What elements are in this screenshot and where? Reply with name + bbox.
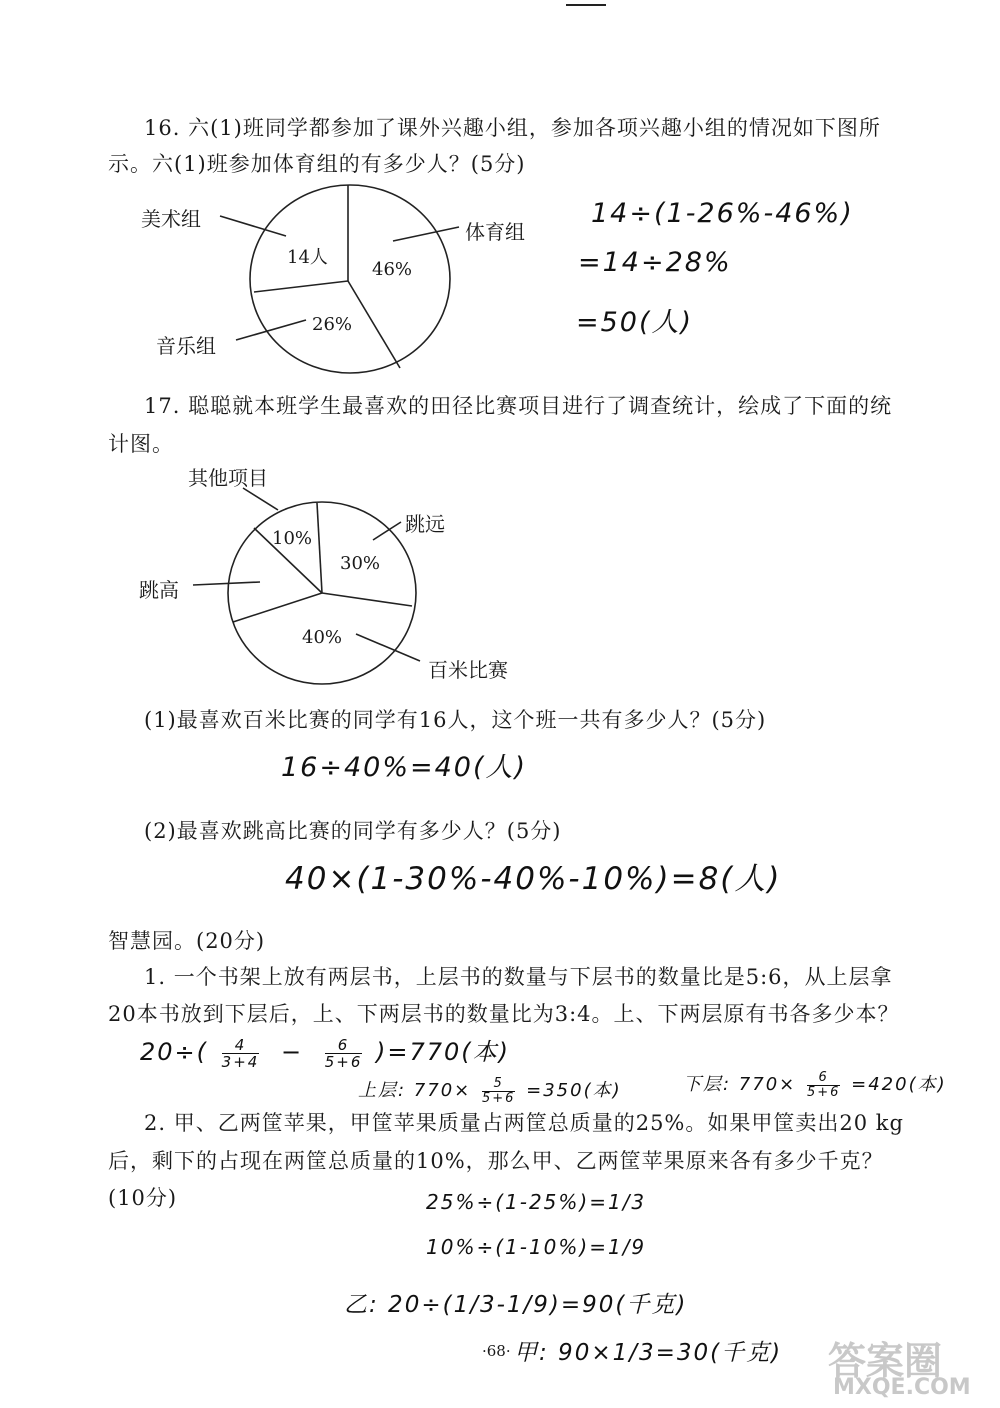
q16-label-music: 音乐组: [156, 334, 216, 358]
q17-pie-chart: [193, 488, 420, 684]
q16-answer-line1: 14÷(1-26%-46%): [591, 198, 854, 229]
q17-pie-divider-lower-left: [233, 593, 322, 622]
q16-pie-outline: [250, 185, 450, 373]
q16-text-line1: 16. 六(1)班同学都参加了课外兴趣小组，参加各项兴趣小组的情况如下图所: [144, 116, 881, 140]
q17-text-line2: 计图。: [108, 432, 174, 456]
wisdom-p2-line3: (10分): [108, 1186, 178, 1210]
wisdom-p2-line1: 2. 甲、乙两筐苹果，甲筐苹果质量占两筐总质量的25%。如果甲筐卖出20 kg: [144, 1111, 904, 1135]
q17-label-sprint: 百米比赛: [428, 658, 508, 682]
wisdom-p2-answer-l2: 10%÷(1-10%)=1/9: [426, 1235, 647, 1259]
q16-pie-divider-left: [254, 281, 348, 292]
q17-answer2: 40×(1-30%-40%-10%)=8(人): [285, 861, 782, 897]
wisdom-p2-answer-l3: 乙: 20÷(1/3-1/9)=90(千克): [344, 1292, 688, 1318]
q17-leader-other: [243, 488, 278, 510]
q17-label-other: 其他项目: [188, 466, 268, 490]
q16-label-art: 美术组: [141, 207, 201, 231]
q17-answer1: 16÷40%=40(人): [281, 752, 528, 783]
q16-value-art: 14人: [287, 247, 328, 268]
watermark-top: 答案圈: [828, 1339, 943, 1383]
wisdom-heading: 智慧园。(20分): [108, 929, 266, 953]
q16-value-music: 26%: [312, 314, 353, 335]
q17-text-line1: 17. 聪聪就本班学生最喜欢的田径比赛项目进行了调查统计，绘成了下面的统: [144, 394, 893, 418]
wisdom-p2-answer-l4: 甲: 90×1/3=30(千克): [514, 1340, 783, 1366]
q17-label-long-jump: 跳远: [405, 512, 445, 536]
q16-pie-divider-bottom: [348, 281, 400, 368]
wisdom-p1-answer-lower: 下层: 770× $\frac{6}{5+6}$ =420(本): [683, 1069, 947, 1100]
q17-sub2: (2)最喜欢跳高比赛的同学有多少人？(5分): [144, 819, 562, 843]
q16-value-sports: 46%: [372, 259, 413, 280]
q17-leader-high-jump: [193, 582, 260, 585]
q16-answer-line3: =50(人): [576, 307, 694, 338]
wisdom-p2-answer-l1: 25%÷(1-25%)=1/3: [426, 1190, 647, 1214]
q17-pie-divider-right: [322, 593, 412, 606]
watermark-bottom: MXQE.COM: [833, 1375, 971, 1400]
q16-pie-chart: [220, 185, 459, 373]
q16-label-sports: 体育组: [465, 220, 525, 244]
q16-leader-art: [220, 216, 286, 236]
q16-answer-line2: =14÷28%: [578, 247, 732, 278]
q16-text-line2: 示。六(1)班参加体育组的有多少人？(5分): [108, 152, 526, 176]
wisdom-p1-answer-upper: 上层: 770× $\frac{5}{5+6}$ =350(本): [358, 1075, 622, 1106]
q16-leader-sports: [393, 227, 459, 241]
wisdom-p1-answer-main: 20÷( $\frac{4}{3+4}$ − $\frac{6}{5+6}$ )=770(本): [140, 1035, 511, 1071]
q17-value-long-jump: 30%: [340, 553, 381, 574]
q17-sub1: (1)最喜欢百米比赛的同学有16人，这个班一共有多少人？(5分): [144, 708, 767, 732]
q17-pie-divider-top: [317, 503, 322, 593]
q17-value-sprint: 40%: [302, 627, 343, 648]
wisdom-p1-line1: 1. 一个书架上放有两层书，上层书的数量与下层书的数量比是5:6，从上层拿: [144, 965, 893, 989]
wisdom-p1-line2: 20本书放到下层后，上、下两层书的数量比为3:4。上、下两层原有书各多少本？: [108, 1002, 900, 1026]
q17-label-high-jump: 跳高: [139, 578, 179, 602]
wisdom-p2-line2: 后，剩下的占现在两筐总质量的10%，那么甲、乙两筐苹果原来各有多少千克？: [108, 1149, 884, 1173]
page-number: ·68·: [482, 1342, 511, 1360]
q17-value-other: 10%: [272, 528, 313, 549]
